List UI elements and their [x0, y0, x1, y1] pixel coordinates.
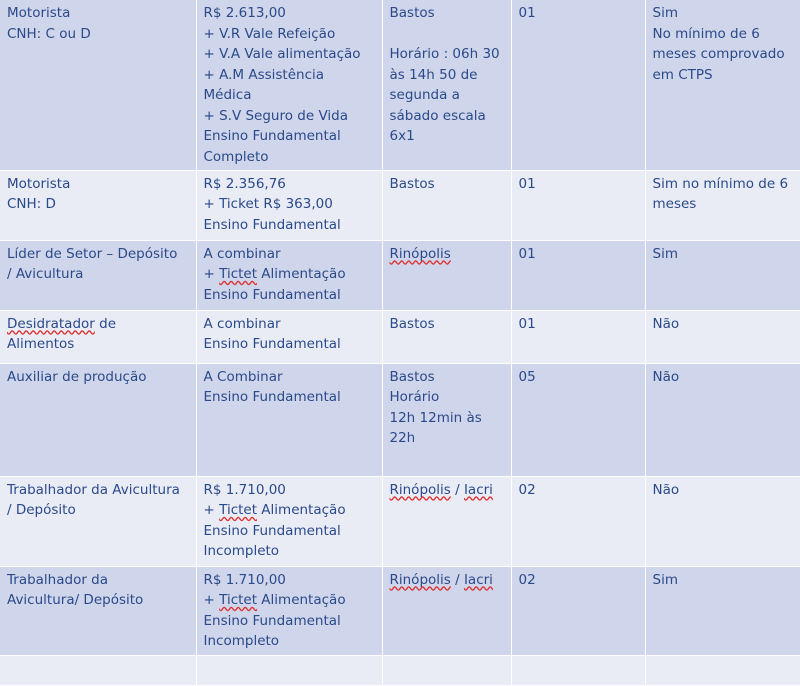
spellcheck-word: Desidratador: [7, 315, 95, 332]
salary-cell: R$ 2.613,00 + V.R Vale Refeição + V.A Vale alimentação + A.M Assistência Médica + S.V Seguro de Vida Ensino Fundamental Completo: [196, 0, 382, 170]
vacancies-cell: 01: [511, 170, 645, 240]
table-row: [0, 566, 800, 655]
vacancies-cell: 02: [511, 476, 645, 566]
experience-cell: Não: [645, 363, 800, 476]
job-title-cell: Trabalhador da Avicultura / Depósito: [0, 476, 196, 566]
job-title-cell: Desidratador de Alimentos: [0, 310, 196, 363]
table-row: [0, 310, 800, 363]
job-title-cell: Motorista CNH: D: [0, 170, 196, 240]
vacancies-cell: 02: [511, 566, 645, 655]
vacancies-cell: 01: [511, 0, 645, 170]
spellcheck-word: Iacri: [463, 481, 493, 498]
spellcheck-word: Tictet: [219, 502, 258, 518]
location-cell: Rinópolis / Iacri: [382, 476, 511, 566]
location-cell: Rinópolis / Iacri: [382, 566, 511, 655]
table-row: [0, 476, 800, 566]
spellcheck-word: Tictet: [219, 266, 258, 282]
empty-cell: [382, 655, 511, 685]
experience-cell: Sim no mínimo de 6 meses: [645, 170, 800, 240]
spellcheck-word: Iacri: [463, 571, 493, 588]
vacancies-cell: 01: [511, 310, 645, 363]
job-title-cell: Motorista CNH: C ou D: [0, 0, 196, 170]
experience-cell: Sim: [645, 566, 800, 655]
empty-cell: [196, 655, 382, 685]
spellcheck-word: Rinópolis: [389, 481, 451, 498]
salary-cell: R$ 1.710,00 + Tictet Alimentação Ensino Fundamental Incompleto: [196, 566, 382, 655]
empty-cell: [645, 655, 800, 685]
job-title-cell: Auxiliar de produção: [0, 363, 196, 476]
empty-cell: [0, 655, 196, 685]
location-cell: Bastos Horário 12h 12min às 22h: [382, 363, 511, 476]
location-cell: [382, 240, 511, 310]
table-row: [0, 240, 800, 310]
experience-cell: Não: [645, 476, 800, 566]
spellcheck-word: Rinópolis: [389, 245, 451, 262]
location-cell: Bastos: [382, 170, 511, 240]
empty-cell: [511, 655, 645, 685]
salary-cell: R$ 1.710,00 + Tictet Alimentação Ensino Fundamental Incompleto: [196, 476, 382, 566]
table-row: [0, 0, 800, 170]
vacancies-cell: 05: [511, 363, 645, 476]
salary-cell: A Combinar Ensino Fundamental: [196, 363, 382, 476]
spellcheck-word: Tictet: [219, 592, 258, 608]
location-cell: Bastos Horário : 06h 30 às 14h 50 de segunda a sábado escala 6x1: [382, 0, 511, 170]
table-row: [0, 363, 800, 476]
spellcheck-word: Rinópolis: [389, 571, 451, 588]
experience-cell: Sim No mínimo de 6 meses comprovado em CTPS: [645, 0, 800, 170]
table-row-empty: [0, 655, 800, 685]
salary-cell: A combinar + Tictet Alimentação Ensino Fundamental: [196, 240, 382, 310]
job-title-cell: Trabalhador da Avicultura/ Depósito: [0, 566, 196, 655]
salary-cell: A combinar Ensino Fundamental: [196, 310, 382, 363]
salary-cell: R$ 2.356,76 + Ticket R$ 363,00 Ensino Fundamental: [196, 170, 382, 240]
vacancies-cell: 01: [511, 240, 645, 310]
location-cell: Bastos: [382, 310, 511, 363]
experience-cell: Não: [645, 310, 800, 363]
job-title-cell: Líder de Setor – Depósito / Avicultura: [0, 240, 196, 310]
experience-cell: Sim: [645, 240, 800, 310]
table-row: [0, 170, 800, 240]
